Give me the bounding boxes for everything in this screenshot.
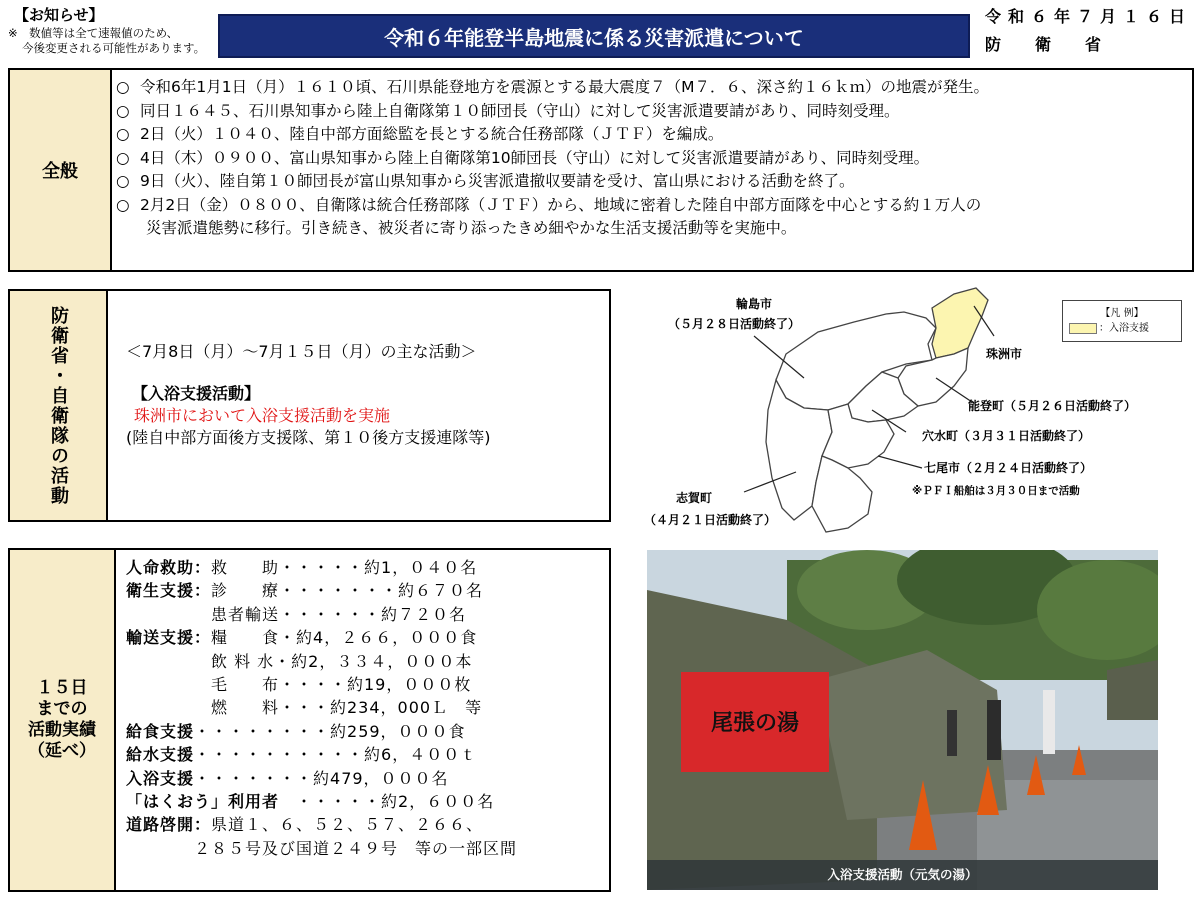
ministry-name: 防衛省: [985, 35, 1136, 54]
result-value: ・・・・・約2，６００名: [279, 792, 495, 812]
results-label-line: 活動実績: [28, 720, 96, 740]
result-line: [126, 720, 517, 743]
results-label-line: １５日: [36, 678, 88, 698]
result-category: 給食支援: [126, 721, 195, 741]
bullet-mark: ○: [116, 195, 130, 214]
result-line: [126, 696, 517, 719]
general-item-text: 2月2日（金）０８００、自衛隊は統合任務部隊（ＪＴＦ）から、地域に密着した陸自中部方面隊を中心とする約１万人の: [140, 195, 982, 214]
result-category: 輸送支援：: [126, 628, 212, 648]
result-value: 糧 食・約4，２６６，０００食: [211, 628, 478, 648]
general-item-text: 令和6年1月1日（月）１６１０頃、石川県能登地方を震源とする最大震度７（M７．６、深さ約１６ｋｍ）の地震が発生。: [140, 78, 989, 96]
general-item-text: 2日（火）１０４０、陸自中部方面総監を長とする統合任務部隊（ＪＴＦ）を編成。: [140, 125, 724, 143]
legend-swatch: [1069, 323, 1097, 334]
map-pfi-note: ※ＰＦＩ船舶は３月３０日まで活動: [912, 485, 1080, 497]
activity-heading: 【入浴支援活動】: [132, 384, 261, 403]
result-category: 道路啓開：: [126, 815, 212, 835]
map-label-wajima: 輪島市: [736, 297, 773, 311]
general-item-text: 9日（火）、陸自第１０師団長が富山県知事から災害派遣撤収要請を受け、富山県における活動を終了。: [140, 172, 855, 190]
result-category: 衛生支援：: [126, 581, 212, 601]
bath-support-photo: [647, 550, 1158, 890]
result-value: 県道１、６、５２、５７、２６６、: [211, 815, 484, 835]
result-line: [126, 579, 517, 602]
bullet-mark: ○: [116, 172, 130, 190]
result-line: [126, 626, 517, 649]
general-label: 全般: [10, 70, 112, 270]
result-value: 救 助・・・・・約1，０４０名: [211, 558, 478, 577]
result-value: 患者輸送・・・・・・約７２０名: [126, 604, 467, 624]
map-label-anamizu: 穴水町（３月３１日活動終了）: [922, 429, 1091, 443]
bullet-mark: ○: [116, 78, 130, 96]
legend-entry: [1069, 319, 1175, 334]
map-label-nanao: 七尾市（２月２４日活動終了）: [924, 461, 1093, 475]
general-section: [8, 68, 1194, 272]
result-line: [126, 767, 517, 790]
bullet-mark: ○: [116, 125, 130, 143]
map-status-shika: （４月２１日活動終了）: [644, 513, 777, 527]
activity-period: ＜7月8日（月）～7月１５日（月）の主な活動＞: [126, 342, 477, 361]
result-value: 診 療・・・・・・・約６７０名: [211, 581, 484, 601]
result-line: [126, 837, 517, 860]
bullet-mark: ○: [116, 148, 130, 167]
photo-banner-text: 尾張の湯: [710, 710, 800, 736]
issue-date: 令和６年７月１６日: [985, 7, 1193, 26]
results-label-cell: [10, 550, 116, 890]
general-body: [116, 76, 1186, 241]
results-label-line: （延べ）: [28, 741, 96, 761]
results-body: [126, 556, 517, 860]
results-label-line: までの: [36, 699, 88, 719]
result-category: 給水支援: [126, 745, 195, 765]
general-item-text: 同日１６４５、石川県知事から陸上自衛隊第１０師団長（守山）に対して災害派遣要請があり、同時刻受理。: [140, 101, 900, 120]
legend-title: 【凡 例】: [1100, 308, 1144, 319]
result-value: 毛 布・・・・約19，０００枚: [126, 675, 472, 695]
map-label-shika: 志賀町: [676, 491, 713, 505]
general-item: [116, 100, 1186, 124]
general-item-text: 4日（木）０９００、富山県知事から陸上自衛隊第10師団長（守山）に対して災害派遣要請があり、同時刻受理。: [140, 148, 930, 167]
map-region-south: [812, 456, 872, 532]
map-region-suzu: [932, 288, 988, 358]
notice-note: [8, 26, 205, 56]
result-value: 飲 料 水・約2，３３４，０００本: [126, 651, 473, 671]
result-category: 人命救助：: [126, 558, 212, 577]
mod-activities-label: 防衛省・自衛隊の活動: [48, 305, 69, 506]
result-value: ２８５号及び国道２４９号 等の一部区間: [126, 838, 518, 858]
mod-activities-section: [8, 289, 611, 522]
result-line: [126, 673, 517, 696]
result-value: ・・・・・・・・・・約6，４００ｔ: [194, 745, 478, 765]
map-legend: [1062, 300, 1182, 342]
result-line: [126, 603, 517, 626]
activity-units: (陸自中部方面後方支援隊、第１０後方支援連隊等): [126, 428, 491, 447]
result-line: [126, 813, 517, 836]
result-category: 入浴支援: [126, 768, 195, 788]
bullet-mark: ○: [116, 101, 130, 120]
results-section: [8, 548, 611, 892]
general-item: [116, 194, 1186, 218]
result-line: [126, 556, 517, 579]
result-value: 燃 料・・・約234，000Ｌ 等: [126, 698, 483, 718]
note-line-2: 今後変更される可能性があります。: [22, 41, 206, 55]
general-item: [116, 170, 1186, 194]
result-line: [126, 650, 517, 673]
map-label-suzu: 珠洲市: [986, 347, 1023, 361]
result-value: ・・・・・・・約479，０００名: [194, 768, 449, 788]
mod-activities-label-cell: [10, 291, 108, 520]
photo-caption: 入浴支援活動（元気の湯）: [827, 867, 978, 882]
result-value: ・・・・・・・・約259，０００食: [194, 721, 466, 741]
mod-activities-body: [126, 341, 491, 449]
general-item: [116, 76, 1186, 100]
general-item: [116, 147, 1186, 171]
note-line-1: ※ 数値等は全て速報値のため、: [8, 26, 179, 40]
general-item: [116, 123, 1186, 147]
page-title: 令和６年能登半島地震に係る災害派遣について: [218, 14, 970, 58]
map-status-wajima: （５月２８日活動終了）: [668, 317, 801, 331]
notice-label: 【お知らせ】: [14, 6, 104, 24]
activity-highlight: 珠洲市において入浴支援活動を実施: [134, 406, 391, 425]
map-label-noto: 能登町（５月２６日活動終了）: [968, 399, 1137, 413]
result-line: [126, 743, 517, 766]
legend-label: ：入浴支援: [1099, 323, 1149, 334]
result-line: [126, 790, 517, 813]
result-category: 「はくおう」利用者: [126, 792, 280, 812]
general-item-continuation: 災害派遣態勢に移行。引き続き、被災者に寄り添ったきめ細やかな生活支援活動等を実施中。: [146, 219, 797, 237]
